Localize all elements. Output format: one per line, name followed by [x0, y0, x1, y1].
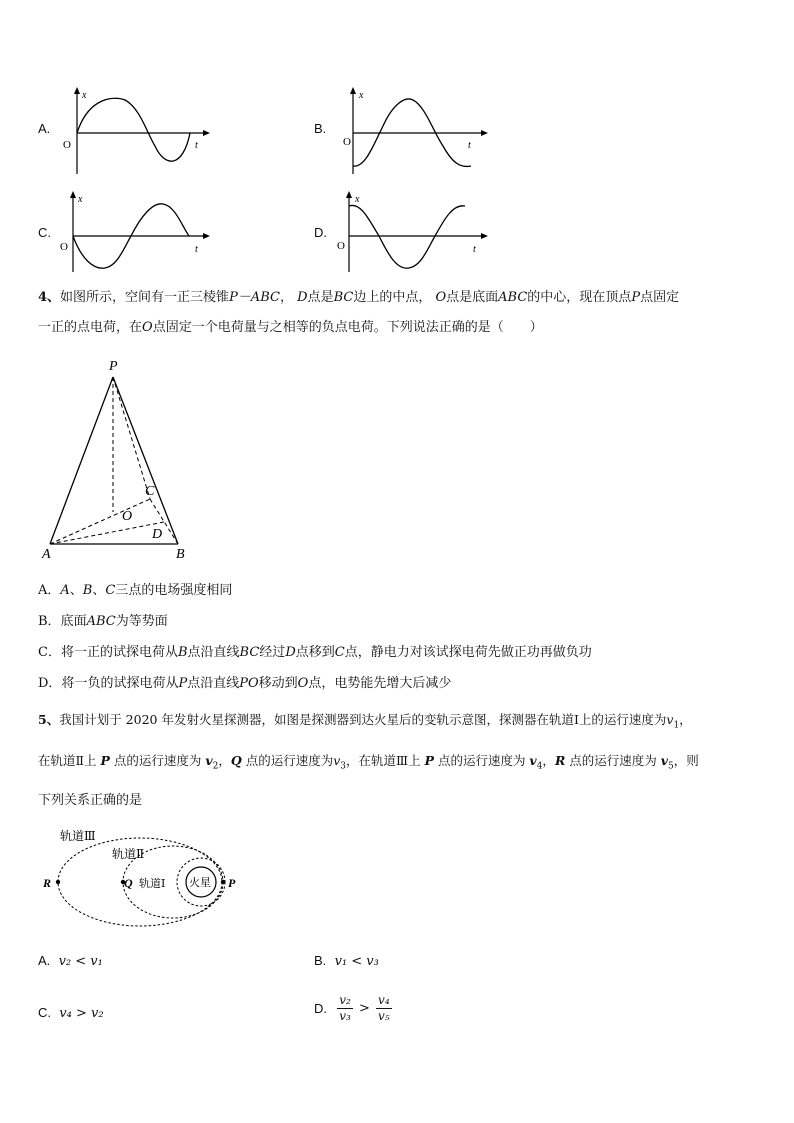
fraction-numerator: v₄: [378, 993, 390, 1007]
graph-b-x-arrow: [350, 87, 356, 94]
q4-option-d: [38, 677, 451, 690]
q4-text: 一正的点电荷，在: [38, 320, 143, 335]
q5-text: 我国计划于 2020 年发射火星探测器，如图是探测器到达火星后的变轨示意图，探测器在轨道Ⅰ上的运行速度为: [59, 712, 667, 727]
graph-d-x-label: x: [355, 194, 360, 205]
q5-option-c: [38, 1006, 104, 1020]
q4-text: 如图所示，空间有一正三棱锥: [60, 290, 230, 305]
q4-stem-line2: [38, 321, 543, 334]
q4-text: 点固定一个电荷量与之相等的负点电荷。下列说法正确的是（ ）: [152, 320, 543, 335]
v-subscript: 4: [536, 761, 543, 772]
fig-label-d: D: [152, 527, 163, 542]
graph-a-origin: O: [63, 139, 71, 151]
base-abc: ABC: [86, 614, 116, 629]
v-subscript: 5: [668, 761, 674, 772]
option-expression: v₂ < v₁: [58, 954, 103, 969]
graph-a-t-arrow: [203, 130, 210, 136]
option-text: 点沿直线: [187, 676, 240, 691]
q5-option-d: [314, 993, 394, 1024]
q4-option-b: [38, 615, 168, 628]
label-orbit-1: 轨道Ⅰ: [139, 878, 166, 890]
graph-d-origin: O: [337, 240, 345, 252]
fig-label-a: A: [42, 547, 51, 562]
segment-po: PO: [239, 676, 259, 691]
graph-c-origin: O: [60, 241, 68, 253]
label-q: Q: [124, 876, 133, 890]
point-d: D: [285, 645, 296, 660]
option-text: 点移到: [295, 645, 335, 660]
option-letter: C.: [38, 1005, 51, 1020]
graph-c-x-arrow: [70, 191, 76, 198]
segment-bc: BC: [239, 645, 260, 660]
graph-c-x-label: x: [78, 194, 83, 205]
graph-d-curve: [349, 205, 465, 268]
point-c: C: [334, 645, 345, 660]
q5-text: ，: [218, 753, 231, 768]
fig-label-o: O: [122, 509, 133, 524]
option-text: 移动到: [258, 676, 298, 691]
fraction-numerator: v₂: [339, 993, 351, 1007]
point-r: R: [554, 753, 566, 768]
edge-pc: [113, 377, 150, 499]
q4-text: 点是底面: [446, 290, 499, 305]
q4-point-o: O: [435, 290, 447, 305]
q4-text: 点是: [307, 290, 334, 305]
orbit-figure: [38, 826, 248, 936]
q5-stem-line2: [38, 755, 699, 772]
fig-label-p: P: [109, 359, 118, 374]
q5-text: ，则: [673, 753, 699, 768]
q4-point-o: O: [142, 320, 153, 335]
comparison-operator: >: [359, 1001, 370, 1016]
graph-a-x-label: x: [82, 90, 87, 101]
v-symbol: v: [529, 753, 537, 768]
separator: 、: [92, 583, 106, 598]
option-letter: A．: [38, 583, 61, 598]
q4-stem-line1: [38, 291, 679, 304]
q3-option-a-label: A.: [38, 121, 51, 136]
q3-option-c-label: C.: [38, 225, 51, 240]
fraction-denominator: v₅: [378, 1009, 390, 1023]
point-p: P: [424, 753, 434, 768]
fig-label-b: B: [176, 547, 185, 562]
option-text: 点，静电力对该试探电荷先做正功再做负功: [344, 645, 592, 660]
label-orbit-3: 轨道Ⅲ: [60, 829, 96, 843]
graph-d: [333, 190, 493, 275]
point-q: Q: [230, 753, 242, 768]
point-p-dot: [221, 880, 225, 884]
q4-point-p: P: [631, 290, 641, 305]
q5-text: 点的运行速度为: [241, 753, 334, 768]
q4-text: 的中心，现在顶点: [527, 290, 632, 305]
option-text: 将一正的试探电荷从: [60, 645, 178, 660]
q5-text: ，在轨道Ⅲ上: [346, 753, 425, 768]
option-text: 将一负的试探电荷从: [61, 676, 179, 691]
graph-b-t-arrow: [481, 130, 488, 136]
option-text: 底面: [60, 614, 87, 629]
graph-b-t-label: t: [468, 140, 471, 151]
q5-text: 在轨道Ⅱ上: [38, 753, 101, 768]
q5-text: 点的运行速度为: [109, 753, 206, 768]
label-r: R: [43, 876, 52, 890]
fraction-denominator: v₃: [339, 1009, 351, 1023]
edge-pa: [50, 377, 113, 544]
graph-d-x-arrow: [346, 191, 352, 198]
v-symbol: v: [666, 712, 674, 727]
q5-option-b: [314, 954, 379, 968]
point-o: O: [297, 676, 309, 691]
q4-option-a: [38, 584, 232, 597]
point-c: C: [105, 583, 116, 598]
v-subscript: 1: [673, 720, 680, 731]
q3-option-d-label: D.: [314, 225, 327, 240]
point-a: A: [60, 583, 70, 598]
option-letter: B．: [38, 614, 61, 629]
q5-text: 点的运行速度为: [433, 753, 530, 768]
option-expression: v₄ > v₂: [59, 1006, 104, 1021]
q5-text: 点的运行速度为: [565, 753, 661, 768]
q5-stem-line1: [38, 714, 692, 731]
q4-option-c: [38, 646, 592, 659]
graph-d-t-arrow: [481, 233, 488, 239]
graph-d-t-label: t: [473, 244, 476, 255]
v-subscript: 3: [340, 761, 347, 772]
graph-a-curve: [77, 98, 190, 161]
q3-option-b-label: B.: [314, 121, 327, 136]
label-orbit-2: 轨道Ⅱ: [112, 847, 145, 861]
q5-text: ，: [542, 753, 555, 768]
label-mars: 火星: [189, 877, 211, 889]
q4-number: 4、: [38, 290, 61, 305]
graph-c-t-label: t: [195, 244, 198, 255]
option-text: 为等势面: [115, 614, 168, 629]
option-letter: B.: [314, 953, 327, 968]
v-symbol: v: [660, 753, 669, 768]
point-p: P: [178, 676, 188, 691]
q4-text: 点固定: [640, 290, 680, 305]
option-letter: D.: [314, 1001, 327, 1016]
fraction-v4-v5: [376, 993, 392, 1024]
median-ad: [50, 522, 164, 544]
option-expression: v₁ < v₃: [334, 954, 379, 969]
q4-text: 边上的中点，: [353, 290, 432, 305]
point-b: B: [177, 645, 188, 660]
v-symbol: v: [333, 753, 341, 768]
graph-c: [55, 190, 215, 275]
q4-segment-bc: BC: [333, 290, 354, 305]
q4-base-abc: ABC: [498, 290, 528, 305]
point-p: P: [100, 753, 110, 768]
v-subscript: 2: [212, 761, 219, 772]
option-text: 点，电势能先增大后减少: [308, 676, 452, 691]
graph-a: [55, 86, 215, 176]
pyramid-figure: [38, 352, 198, 564]
v-symbol: v: [205, 753, 213, 768]
point-r-dot: [56, 880, 60, 884]
option-text: 经过: [259, 645, 286, 660]
q5-stem-line3: 下列关系正确的是: [38, 793, 143, 808]
q4-point-d: D: [297, 290, 308, 305]
graph-a-t-label: t: [195, 140, 198, 151]
graph-a-x-arrow: [74, 87, 80, 94]
q5-text: ，: [679, 712, 692, 727]
option-letter: C．: [38, 645, 61, 660]
label-p: P: [228, 876, 236, 890]
graph-b: [333, 86, 493, 176]
graph-c-t-arrow: [203, 233, 210, 239]
option-letter: A.: [38, 953, 51, 968]
option-text: 三点的电场强度相同: [115, 583, 233, 598]
fraction-v2-v3: [337, 993, 353, 1024]
q5-number: 5、: [38, 712, 60, 727]
option-text: 点沿直线: [187, 645, 240, 660]
q4-pyramid: P－ABC: [229, 290, 280, 305]
graph-b-origin: O: [343, 136, 351, 148]
graph-b-x-label: x: [359, 90, 364, 101]
q4-text: ，: [279, 290, 293, 305]
separator: 、: [69, 583, 83, 598]
fig-label-c: C: [145, 484, 155, 499]
point-b: B: [82, 583, 93, 598]
q5-option-a: [38, 954, 103, 968]
option-letter: D．: [38, 676, 62, 691]
